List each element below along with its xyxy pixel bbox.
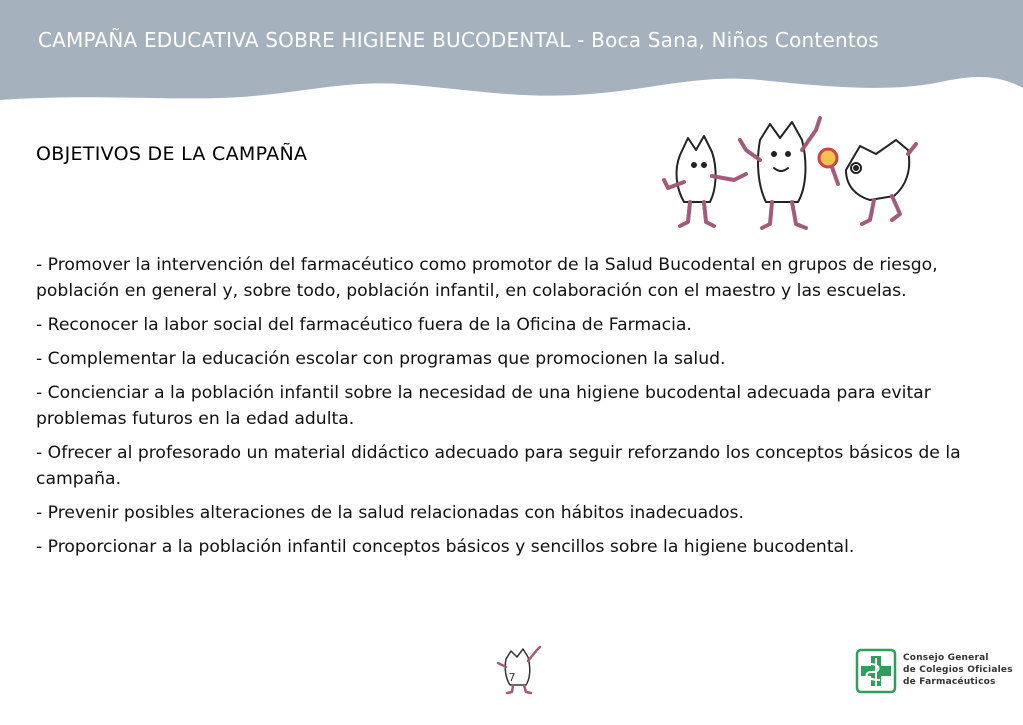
- council-logo: [855, 648, 1013, 696]
- objective-item: - Proporcionar a la población infantil conceptos básicos y sencillos sobre la higiene bucodental.: [36, 537, 855, 557]
- logo-line: de Farmacéuticos: [903, 677, 996, 687]
- objective-item: - Concienciar a la población infantil sobre la necesidad de una higiene bucodental adecuada para evitar problemas futuros en la edad adulta.: [36, 383, 931, 429]
- section-heading: OBJETIVOS DE LA CAMPAÑA: [36, 143, 308, 165]
- header-band: [0, 0, 1023, 120]
- objective-item: - Reconocer la labor social del farmacéutico fuera de la Oficina de Farmacia.: [36, 315, 692, 335]
- objectives-list: [36, 252, 996, 568]
- logo-line: Consejo General: [903, 653, 989, 663]
- cartoon-teeth-illustration: [660, 110, 930, 235]
- logo-line: de Colegios Oficiales: [903, 665, 1013, 675]
- logo-text: [903, 652, 1013, 688]
- objective-item: - Ofrecer al profesorado un material didáctico adecuado para seguir reforzando los conceptos básicos de la campaña.: [36, 443, 961, 489]
- objective-item: - Complementar la educación escolar con programas que promocionen la salud.: [36, 349, 726, 369]
- objective-item: - Prevenir posibles alteraciones de la salud relacionadas con hábitos inadecuados.: [36, 503, 744, 523]
- page-number: 7: [508, 671, 516, 684]
- pharmacy-cross-logo-icon: [855, 648, 897, 694]
- objective-item: - Promover la intervención del farmacéutico como promotor de la Salud Bucodental en grupos de riesgo, población en general y, sobre todo, población infantil, en colaboración con el maestro y las escuelas.: [36, 255, 938, 301]
- tooth-mascot-icon: [494, 645, 544, 695]
- page-header-title: CAMPAÑA EDUCATIVA SOBRE HIGIENE BUCODENTAL - Boca Sana, Niños Contentos: [38, 28, 879, 52]
